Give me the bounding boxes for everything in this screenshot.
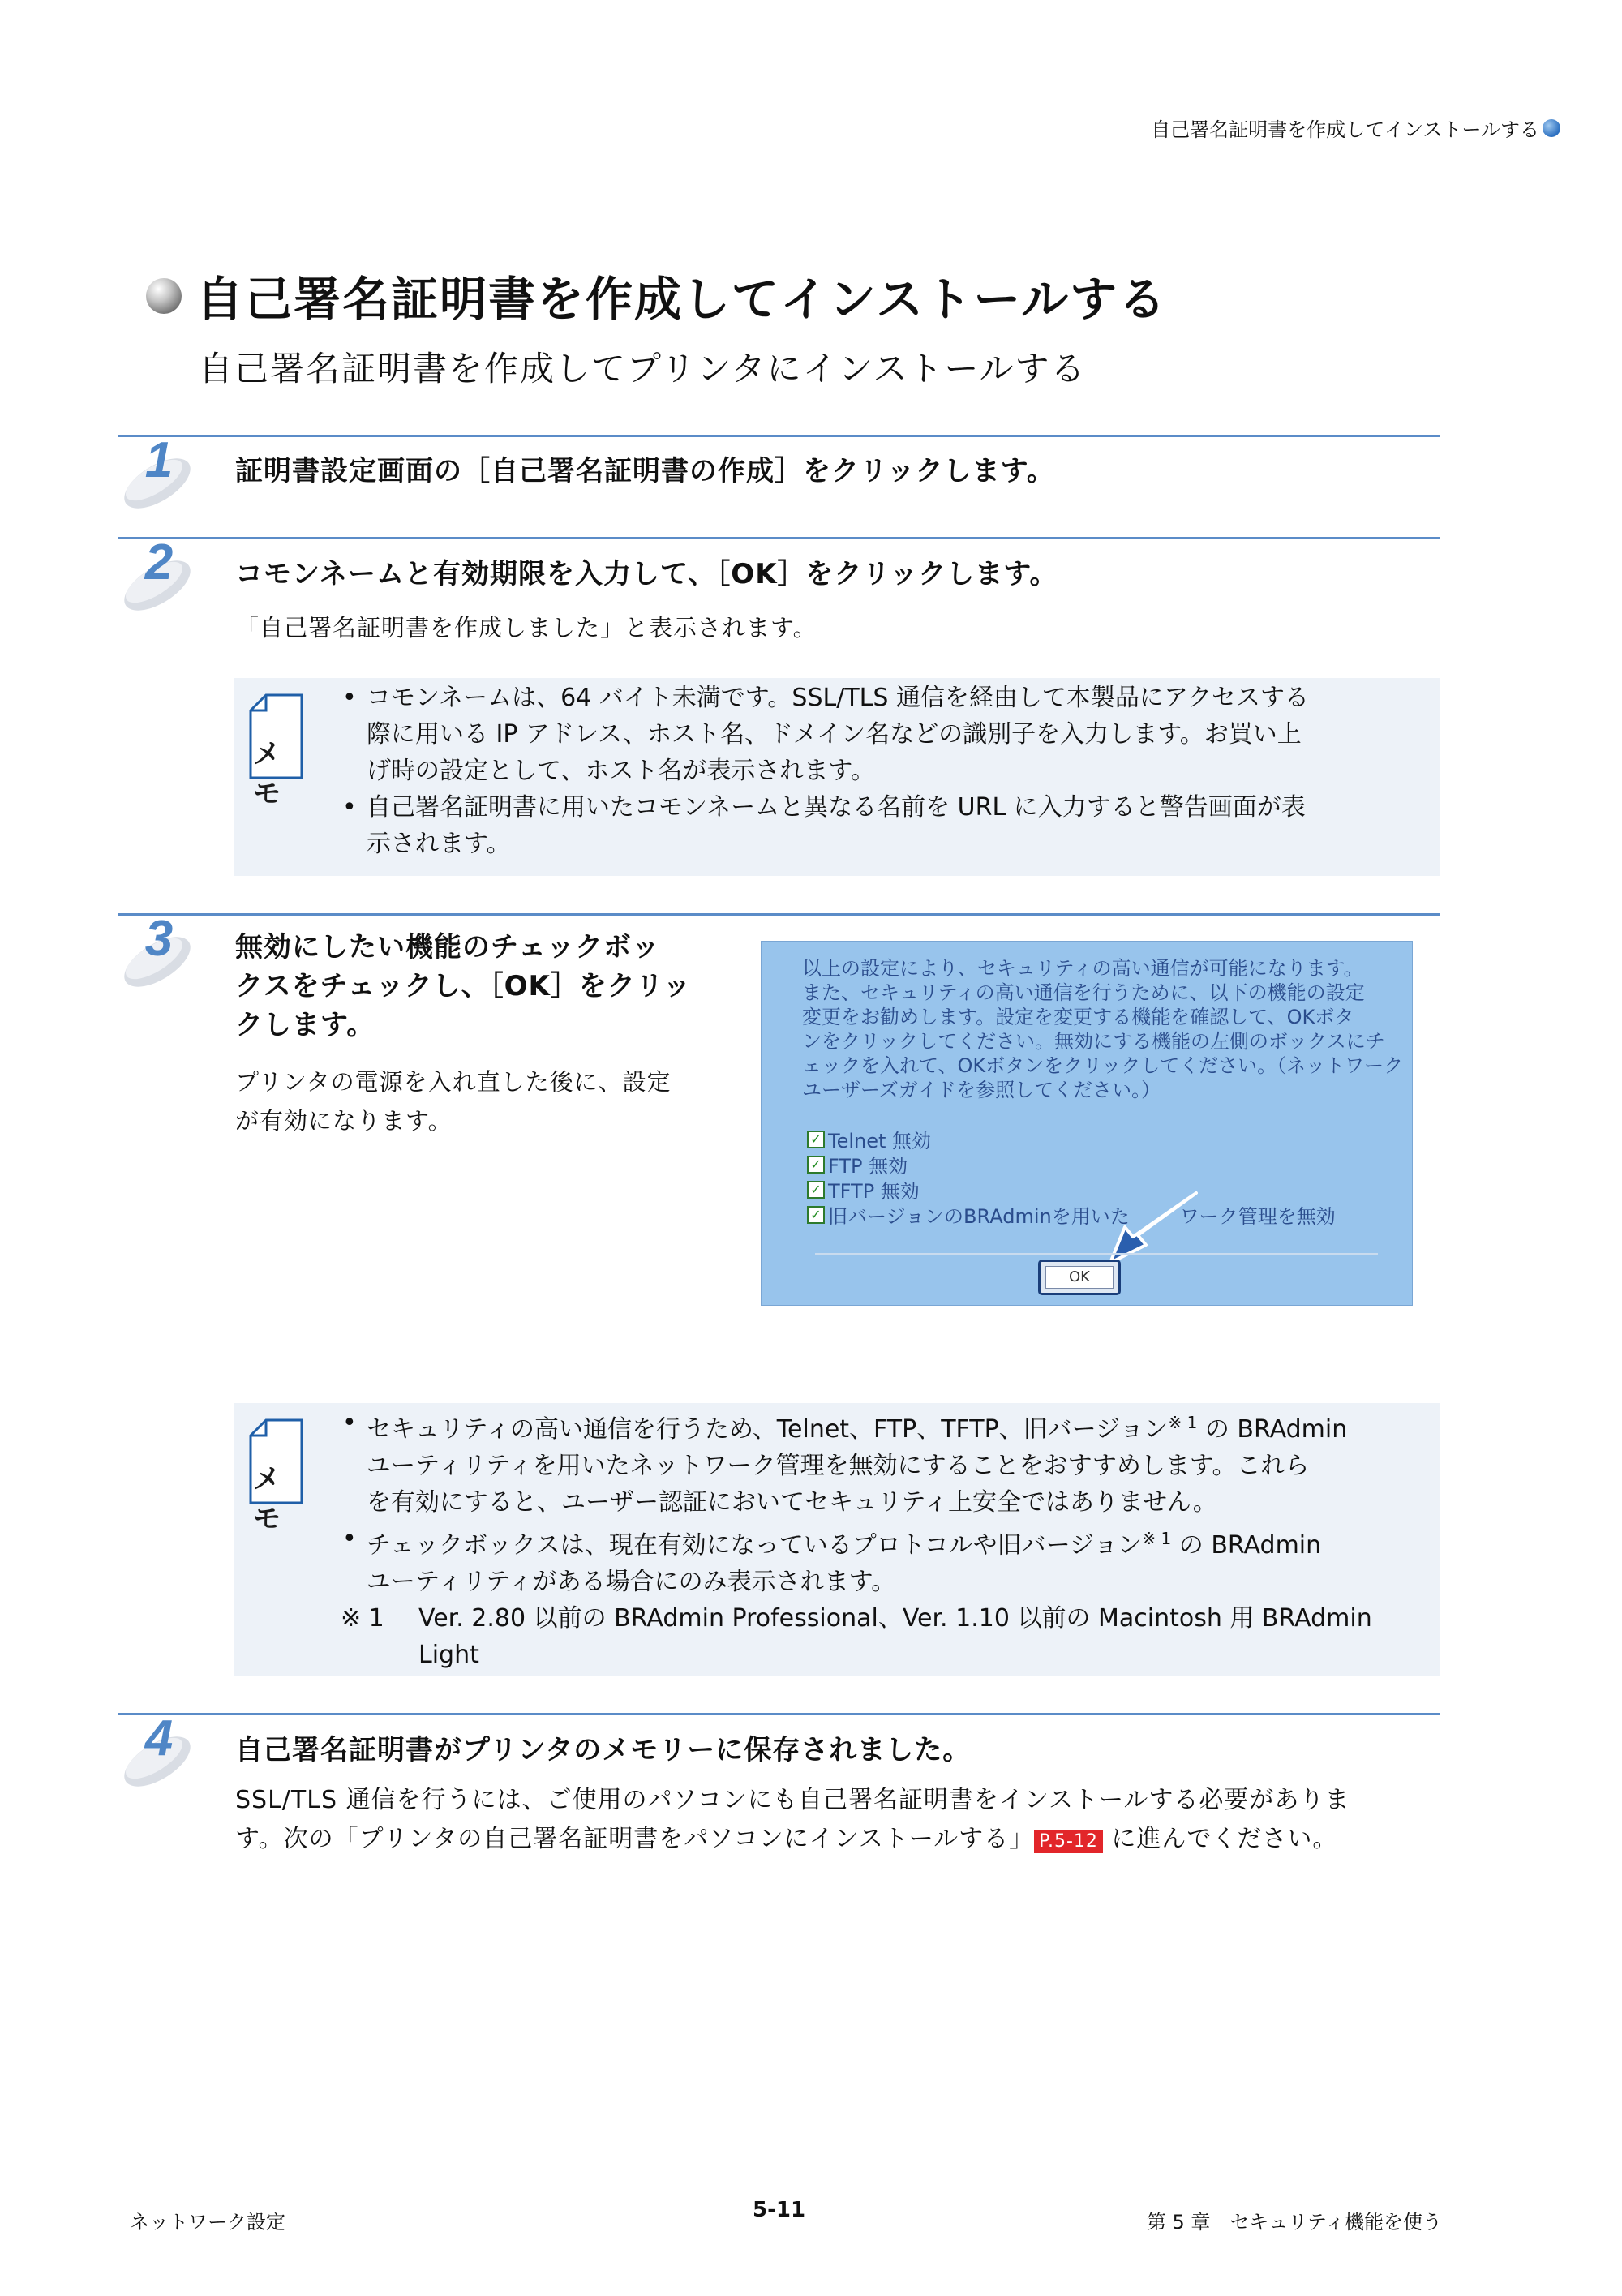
- step-badge-icon: [118, 540, 196, 613]
- step-2-heading: コモンネームと有効期限を入力して、［OK］をクリックします。: [235, 558, 1058, 590]
- memo-box: [234, 1403, 1440, 1676]
- memo-item: [341, 680, 1435, 789]
- step-divider: [118, 913, 1440, 916]
- step-badge-icon: [118, 1716, 196, 1789]
- running-header-text: 自己署名証明書を作成してインストールする: [1151, 118, 1539, 141]
- memo-list: [341, 1405, 1435, 1673]
- bradmin-checkbox[interactable]: ✓: [807, 1206, 825, 1224]
- gray-sphere-icon: [146, 278, 182, 314]
- page-title: 自己署名証明書を作成してインストールする: [196, 272, 1168, 327]
- memo-line: 示されます。: [367, 830, 511, 858]
- footnote-line: Light: [418, 1641, 479, 1669]
- step-3-heading-line: クします。: [235, 1009, 375, 1041]
- step-divider: [118, 537, 1440, 539]
- memo-line: • チェックボックスは、現在有効になっているプロトコルや旧バージョン$^{※ 1}$ の BRAdmin: [367, 1529, 1322, 1560]
- memo-line: • セキュリティの高い通信を行うため、Telnet、FTP、TFTP、旧バージョン$^{※ 1}$ の BRAdmin: [367, 1413, 1348, 1444]
- step-4-text: [235, 1781, 1350, 1861]
- screenshot-line: 以上の設定により、セキュリティの高い通信が可能になります。: [802, 957, 1363, 980]
- memo-icon: [248, 1418, 305, 1535]
- step-3-text: [235, 1062, 672, 1140]
- memo-list: [341, 680, 1435, 862]
- step-number: 3: [144, 916, 174, 967]
- step-2-text: 「自己署名証明書を作成しました」と表示されます。: [235, 614, 817, 642]
- step-4-heading: 自己署名証明書がプリンタのメモリーに保存されました。: [235, 1734, 972, 1766]
- screenshot-line: ンをクリックしてください。無効にする機能の左側のボックスにチ: [802, 1030, 1385, 1053]
- bradmin-disable-option[interactable]: [807, 1202, 1336, 1227]
- checkbox-label: 旧バージョンのBRAdminを用いた: [828, 1205, 1130, 1228]
- step-badge-icon: [118, 916, 196, 989]
- memo-label: メモ: [253, 1463, 281, 1535]
- footnote-line: Ver. 2.80 以前の BRAdmin Professional、Ver. 1.10 以前の Macintosh 用 BRAdmin: [418, 1604, 1372, 1633]
- ftp-checkbox[interactable]: ✓: [807, 1156, 825, 1174]
- screenshot-line: また、セキュリティの高い通信を行うために、以下の機能の設定: [802, 981, 1365, 1004]
- checkbox-label: Telnet 無効: [828, 1130, 932, 1152]
- memo-item: [341, 1405, 1435, 1521]
- memo-line: ユーティリティがある場合にのみ表示されます。: [367, 1568, 896, 1596]
- memo-line: げ時の設定として、ホスト名が表示されます。: [367, 757, 875, 785]
- footnote: [341, 1600, 1435, 1673]
- step-divider: [118, 435, 1440, 437]
- step-number: 2: [144, 540, 174, 590]
- tftp-checkbox[interactable]: ✓: [807, 1181, 825, 1199]
- memo-line: • 自己署名証明書に用いたコモンネームと異なる名前を URL に入力すると警告画面が表: [367, 793, 1306, 822]
- screenshot-line: ユーザーズガイドを参照してください。）: [802, 1079, 1161, 1101]
- memo-line: ユーティリティを用いたネットワーク管理を無効にすることをおすすめします。これら: [367, 1452, 1310, 1480]
- memo-item: [341, 789, 1435, 862]
- step-3-text-line: プリンタの電源を入れ直した後に、設定: [235, 1068, 672, 1096]
- pointer-arrow-icon: [1105, 1188, 1203, 1269]
- checkbox-list: [807, 1127, 1336, 1227]
- screenshot-line: ェックを入れて、OKボタンをクリックしてください。（ネットワーク: [802, 1054, 1404, 1077]
- step-divider: [118, 1713, 1440, 1715]
- footnote-ref: ※ 1: [1168, 1413, 1198, 1432]
- blue-dot-icon: [1543, 119, 1560, 137]
- memo-line: 際に用いる IP アドレス、ホスト名、ドメイン名などの識別子を入力します。お買い上: [367, 720, 1302, 749]
- step-2-badge: [118, 540, 196, 613]
- step-badge-icon: [118, 438, 196, 511]
- footer-right: 第 5 章 セキュリティ機能を使う: [1146, 2211, 1442, 2234]
- step-3-heading-line: 無効にしたい機能のチェックボッ: [235, 931, 660, 963]
- memo-line: • コモンネームは、64 バイト未満です。SSL/TLS 通信を経由して本製品にアクセスする: [367, 684, 1310, 712]
- step-number: 4: [144, 1716, 174, 1766]
- memo-item: [341, 1521, 1435, 1600]
- checkbox-label: FTP 無効: [828, 1155, 908, 1178]
- step-1-heading: 証明書設定画面の［自己署名証明書の作成］をクリックします。: [235, 455, 1055, 487]
- ftp-disable-option[interactable]: [807, 1152, 1336, 1177]
- page-subtitle: 自己署名証明書を作成してプリンタにインストールする: [199, 349, 1087, 388]
- tftp-disable-option[interactable]: [807, 1177, 1336, 1202]
- footer-left: ネットワーク設定: [130, 2211, 285, 2234]
- memo-label: メモ: [253, 738, 281, 810]
- step-1-badge: [118, 438, 196, 511]
- step-3-text-line: が有効になります。: [235, 1107, 453, 1135]
- page-number: 5-11: [753, 2198, 806, 2222]
- ok-button-label: OK: [1045, 1266, 1114, 1289]
- settings-screenshot: [761, 941, 1413, 1306]
- step-3-heading-line: クスをチェックし、［OK］をクリッ: [235, 970, 692, 1002]
- checkbox-label-tail: ワーク管理を無効: [1179, 1205, 1336, 1228]
- footnote-mark: ※ 1: [341, 1604, 384, 1633]
- running-header: [1151, 114, 1560, 142]
- step-number: 1: [144, 438, 174, 488]
- screenshot-divider: [815, 1253, 1378, 1255]
- step-4-text-line: す。次の「プリンタの自己署名証明書をパソコンにインストールする」 P.5-12 に進んでください。: [235, 1825, 1338, 1853]
- step-4-badge: [118, 1716, 196, 1789]
- telnet-checkbox[interactable]: ✓: [807, 1131, 825, 1148]
- page-reference-link[interactable]: P.5-12: [1034, 1830, 1103, 1853]
- memo-icon: [248, 693, 305, 810]
- step-4-text-line: SSL/TLS 通信を行うには、ご使用のパソコンにも自己署名証明書をインストールする必要がありま: [235, 1786, 1350, 1814]
- screenshot-description: [802, 956, 1403, 1102]
- ok-button[interactable]: [1038, 1260, 1121, 1295]
- step-3-badge: [118, 916, 196, 989]
- step-3-heading: [235, 928, 692, 1045]
- screenshot-line: 変更をお勧めします。設定を変更する機能を確認して、OKボタ: [802, 1006, 1354, 1028]
- memo-box: [234, 678, 1440, 876]
- checkbox-label: TFTP 無効: [828, 1180, 920, 1203]
- footnote-ref: ※ 1: [1142, 1529, 1172, 1548]
- memo-line: を有効にすると、ユーザー認証においてセキュリティ上安全ではありません。: [367, 1488, 1217, 1517]
- telnet-disable-option[interactable]: [807, 1127, 1336, 1152]
